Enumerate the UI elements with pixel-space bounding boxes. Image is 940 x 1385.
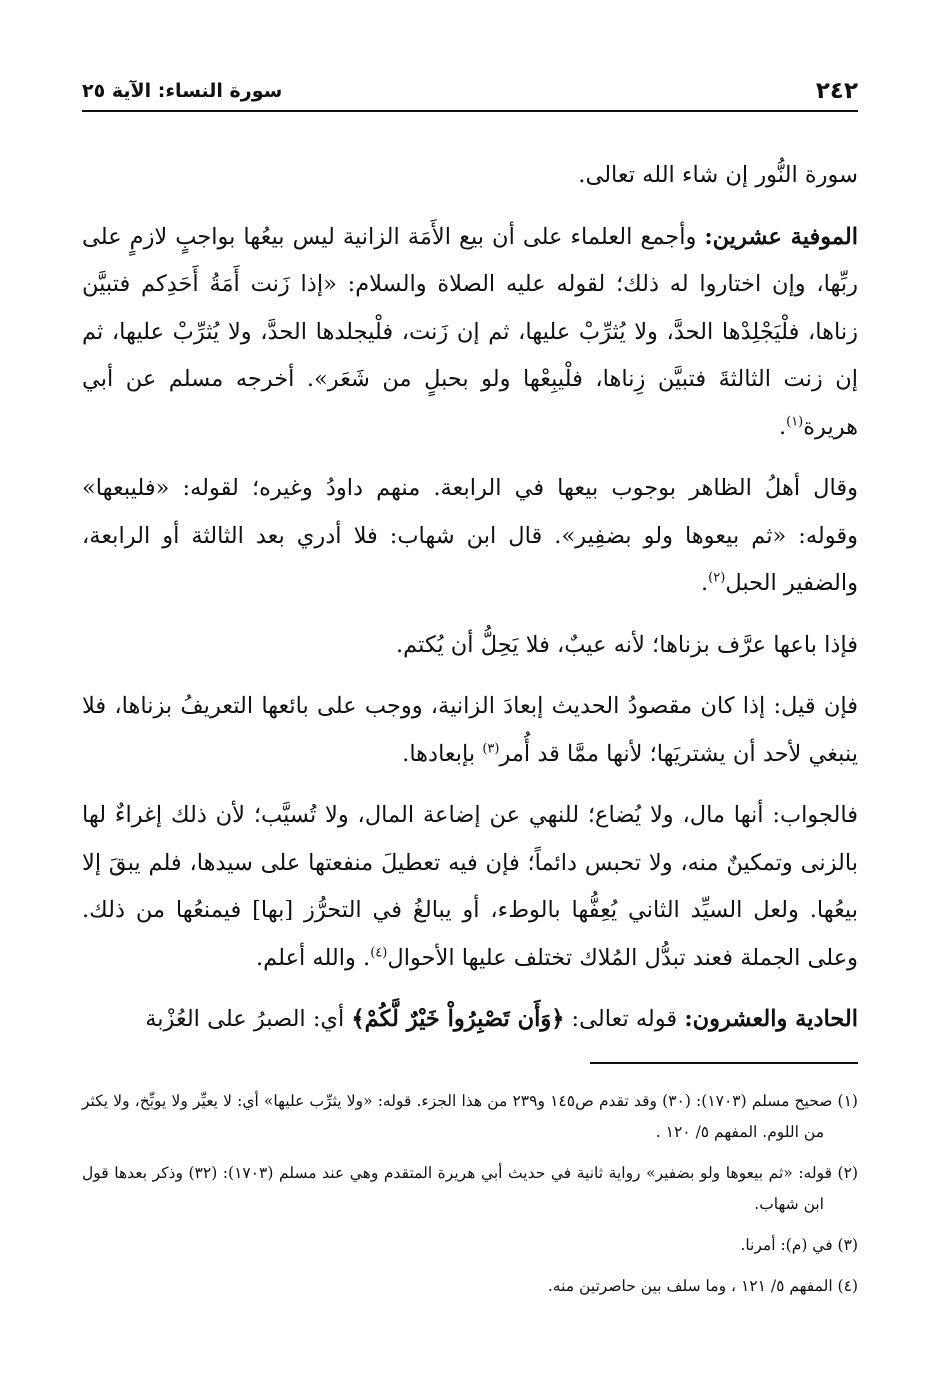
footnote-divider [590,1062,858,1064]
paragraph-2 [82,214,858,452]
book-page [82,66,858,1366]
paragraph-5-end: بإبعادها. [402,740,483,767]
footnote-4: (٤) المفهم ٥/ ١٢١ ، وما سلف بين حاصرتين منه. [547,1276,858,1295]
footnote-1: (١) صحيح مسلم (١٧٠٣): (٣٠) وقد تقدم ص١٤٥ و٢٣٩ من هذا الجزء. قوله: «ولا يثرِّب عليها» أي: لا يعيِّر ولا يوبِّخ، ولا يكثر من اللوم. المفهم ٥/ ١٢٠ . [82,1091,858,1141]
paragraph-1 [82,152,858,200]
paragraph-3-end: . [701,570,709,596]
paragraph-2-end: . [778,413,787,440]
section-heading-twenty-first: الحادية والعشرون: [684,1006,858,1032]
paragraph-7 [82,996,858,1044]
paragraph-2-text: وأجمع العلماء على أن بيع الأَمَة الزانية ليس بيعُها بواجبٍ لازمٍ على ربِّها، وإن اختاروا له ذلك؛ لقوله عليه الصلاة والسلام: «إذا زَنت أَمَةُ أَحَدِكم فتبيَّن زناها، فلْيَجْلِدْها الحدَّ، ولا يُثرِّبْ عليها، ثم إن زَنت، فلْيجلدها الحدَّ، ولا يُثرِّبْ عليها، ثم إن زنت الثالثةَ فتبيَّن زِناها، فلْيبِعْها ولو بحبلٍ من شَعَر». أخرجه مسلم عن أبي هريرة [82,223,858,440]
paragraph-4-text: فإذا باعها عرَّف بزناها؛ لأنه عيبٌ، فلا يَحِلُّ أن يُكتم. [396,631,858,658]
paragraph-6 [82,792,858,982]
paragraph-3 [82,465,858,608]
page-header [82,66,858,112]
footnotes [82,1086,858,1302]
footnote-ref-3: (٣) [482,741,500,756]
footnote-ref-4: (٤) [370,945,388,960]
paragraph-3-text: وقال أهلُ الظاهر بوجوب بيعها في الرابعة. منهم داودُ وغيره؛ لقوله: «فليبعها» وقوله: «ثم بيعوها ولو بضفِير». قال ابن شهاب: فلا أدري بعد الثالثة أو الرابعة، والضفير الحبل [82,475,858,596]
paragraph-5 [82,683,858,778]
quran-verse: ﴿وَأَن تَصْبِرُواْ خَيْرٌ لَّكُمْ﴾ [351,1006,565,1032]
footnote-2: (٢) قوله: «ثم بيعوها ولو بضفير» رواية ثانية في حديث أبي هريرة المتقدم وهي عند مسلم (١٧٠٣): (٣٢) وذكر بعدها قول ابن شهاب. [82,1163,858,1213]
main-text [82,152,858,1044]
paragraph-1-text: سورة النُّور إن شاء الله تعالى. [578,162,858,188]
footnote-ref-2: (٢) [708,570,726,586]
paragraph-7-text-b: أي: الصبرُ على العُزْبة [145,1006,352,1032]
page-number: ٢٤٢ [815,78,858,104]
paragraph-6-end: . والله أعلم. [256,944,371,971]
paragraph-4 [82,622,858,670]
footnote-3: (٣) في (م): أمرنا. [740,1235,858,1254]
section-heading-twenty: الموفية عشرين: [704,223,858,250]
footnote-ref-1: (١) [786,414,804,429]
paragraph-6-text: فالجواب: أنها مال، ولا يُضاع؛ للنهي عن إضاعة المال، ولا تُسيَّب؛ لأن ذلك إغراءٌ لها بالزنى وتمكينٌ منه، ولا تحبس دائماً؛ فإن فيه تعطيلَ منفعتها على سيدها، فلم يبقَ إلا بيعُها. ولعل السيِّد الثاني يُعِفُّها بالوطء، أو يبالغُ في التحرُّز [بها] فيمنعُها من ذلك. وعلى الجملة فعند تبدُّل المُلاك تختلف عليها الأحوال [82,802,858,971]
running-title: سورة النساء: الآية ٢٥ [82,80,283,102]
paragraph-7-text-a: قوله تعالى: [564,1006,685,1032]
paragraph-5-text: فإن قيل: إذا كان مقصودُ الحديث إبعادَ الزانية، ووجب على بائعها التعريفُ بزناها، فلا ينبغي لأحد أن يشتريَها؛ لأنها ممَّا قد أُمر [82,693,858,767]
